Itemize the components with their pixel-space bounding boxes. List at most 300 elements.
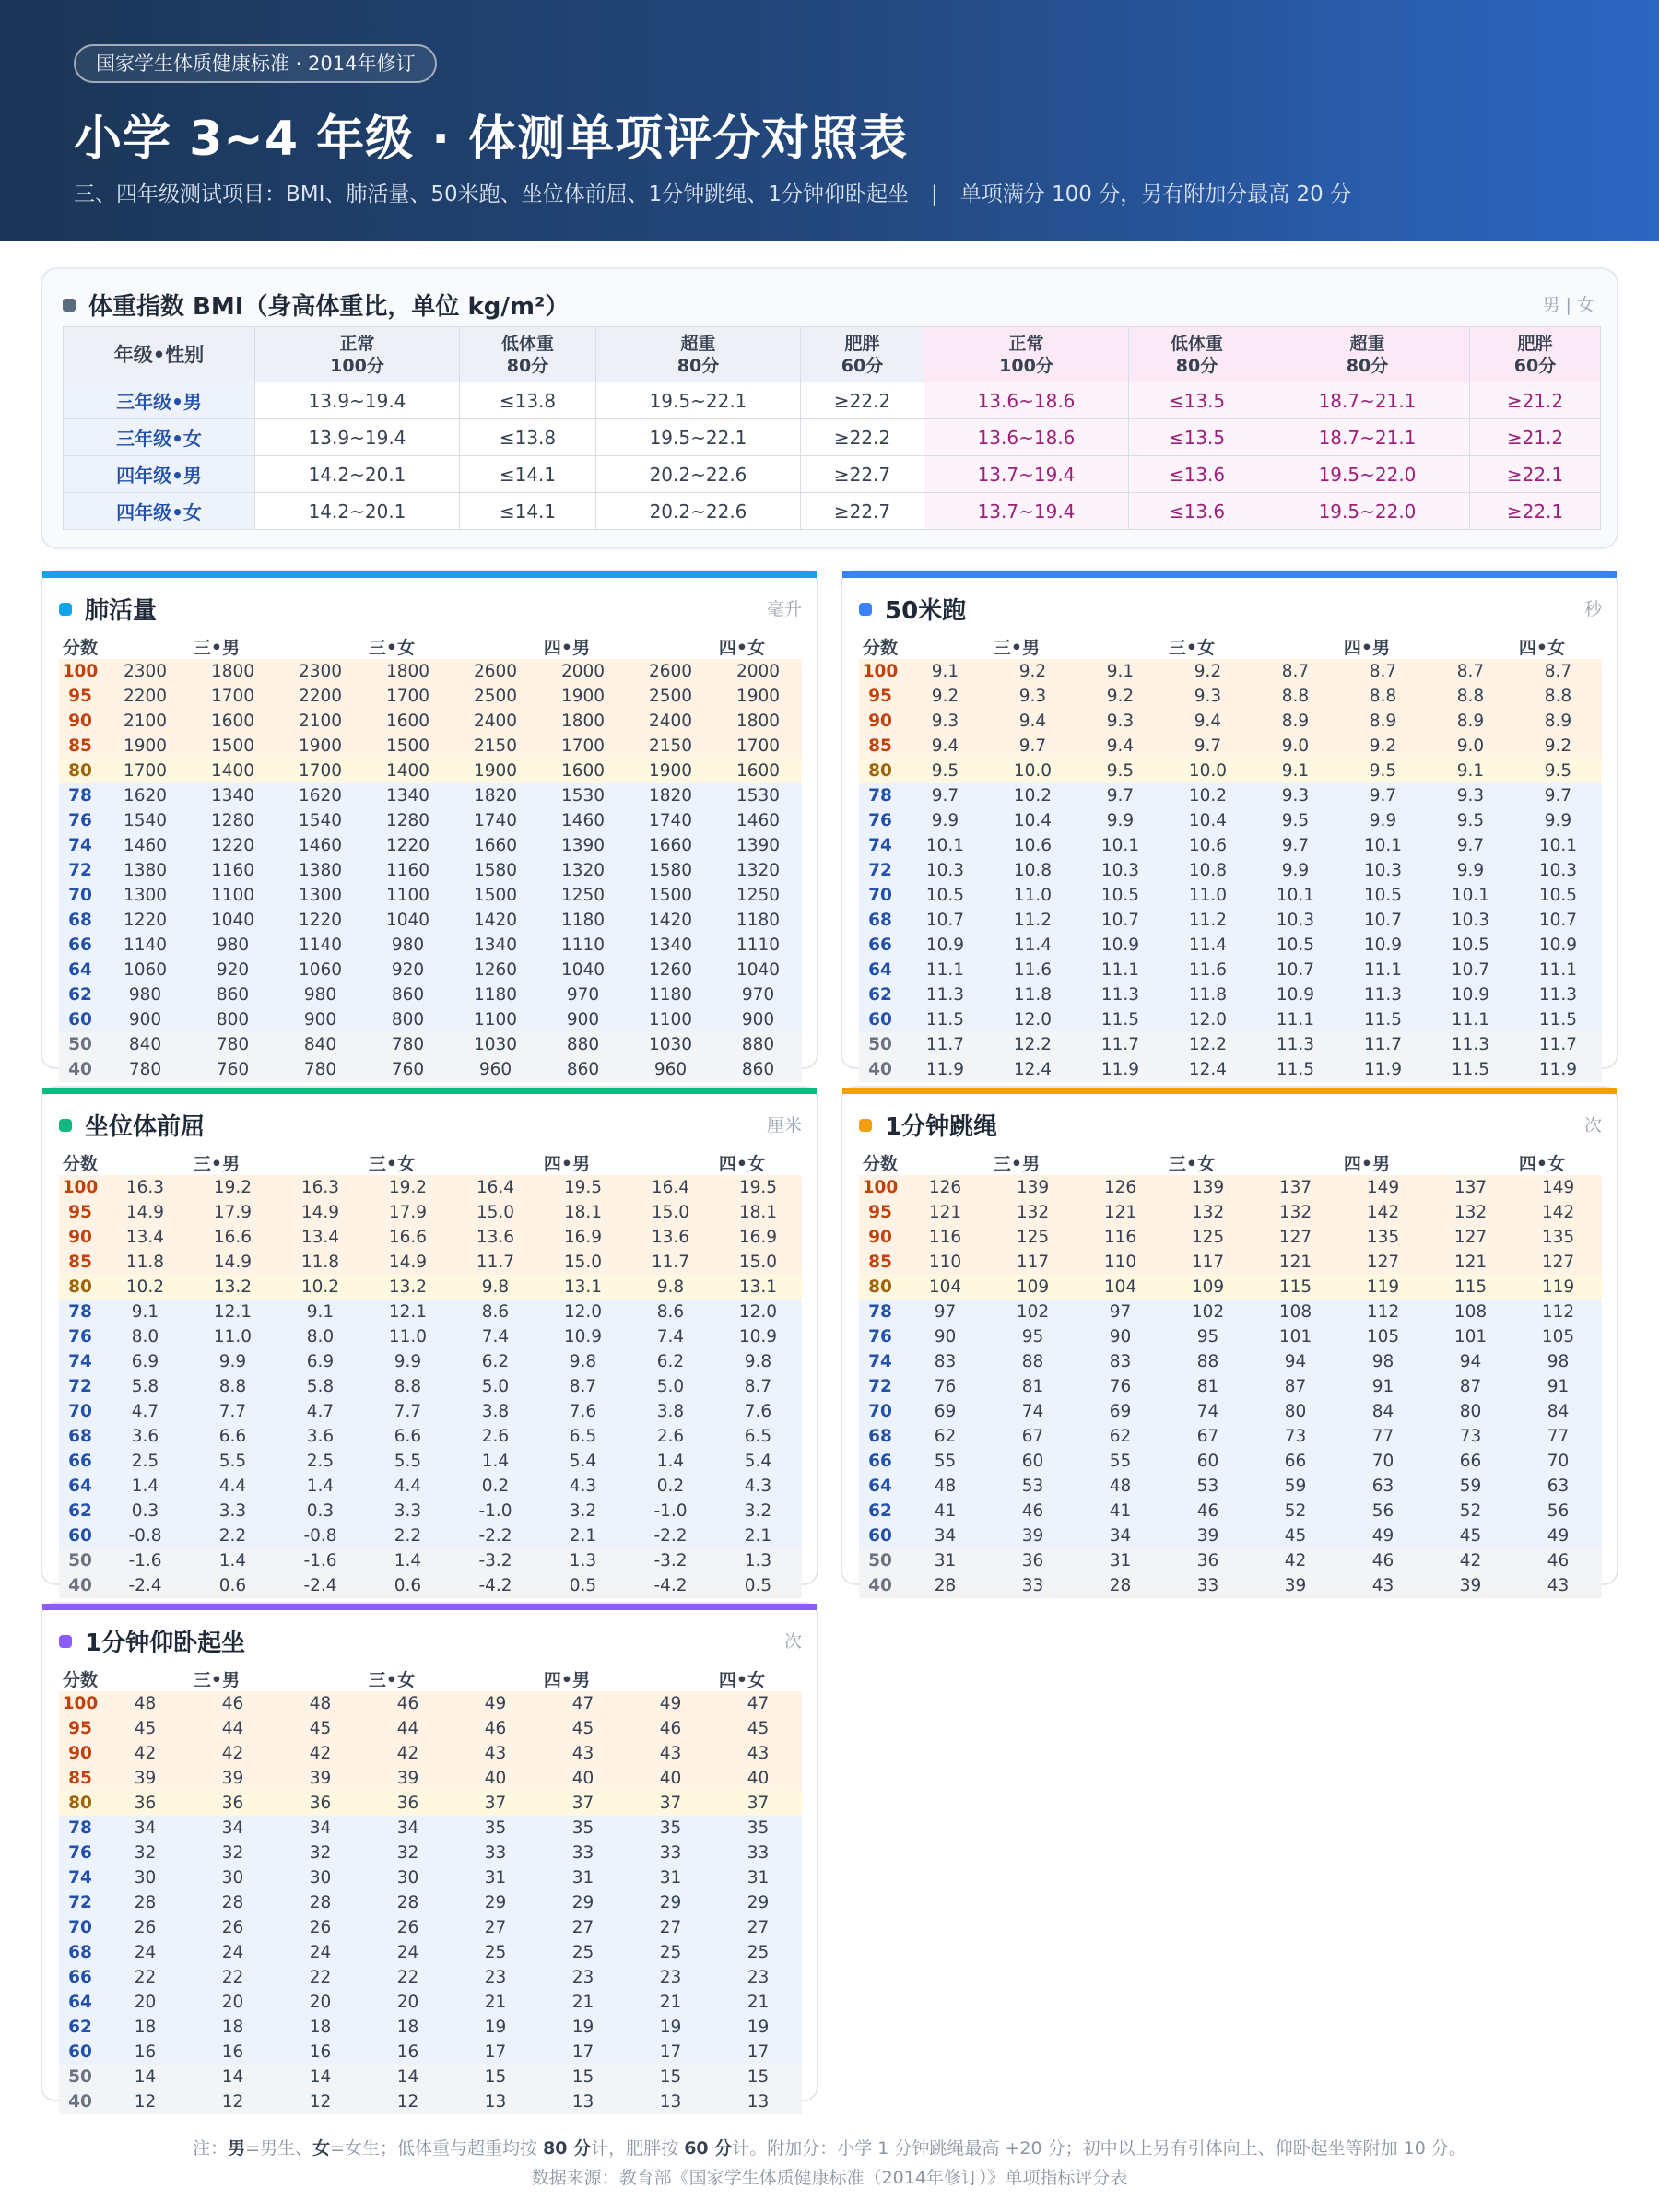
value-cell: 70 — [1514, 1449, 1602, 1474]
value-cell: 14.9 — [101, 1200, 189, 1225]
score-cell: 90 — [859, 1225, 901, 1250]
score-cell: 72 — [59, 1374, 101, 1399]
value-cell: 11.2 — [989, 908, 1077, 933]
value-cell: 11.3 — [1252, 1032, 1339, 1057]
value-cell: 9.8 — [627, 1275, 714, 1300]
score-cell: 90 — [59, 709, 101, 734]
bmi-column-header — [1265, 327, 1470, 382]
value-cell: 73 — [1252, 1424, 1339, 1449]
value-cell: 13.2 — [189, 1275, 276, 1300]
value-cell: 88 — [1164, 1349, 1252, 1374]
value-cell: 3.6 — [276, 1424, 364, 1449]
female-desc: =女生；低体重与超重均按 — [330, 2138, 544, 2159]
square-bullet-icon — [59, 603, 72, 616]
value-cell: 34 — [276, 1816, 364, 1841]
value-cell: 1460 — [101, 833, 189, 858]
value-cell: -2.4 — [276, 1573, 364, 1598]
bmi-cell: 14.2~20.1 — [255, 456, 460, 493]
score-cell: 66 — [859, 1449, 901, 1474]
value-cell: 20 — [101, 1990, 189, 2015]
value-cell: 1100 — [189, 883, 276, 908]
value-cell: 0.6 — [364, 1573, 452, 1598]
value-cell: 8.9 — [1427, 709, 1514, 734]
score-table-header-row — [59, 634, 802, 659]
value-cell: 12 — [101, 2089, 189, 2114]
score-column-header: 分数 — [59, 1666, 101, 1691]
bmi-category-score: 60分 — [1513, 355, 1557, 376]
value-cell: 12.0 — [1164, 1007, 1252, 1032]
table-row — [59, 1324, 802, 1349]
value-cell: 9.7 — [901, 783, 989, 808]
value-cell: 4.3 — [714, 1474, 802, 1499]
value-cell: 29 — [452, 1890, 539, 1915]
value-cell: 10.1 — [901, 833, 989, 858]
value-cell: 126 — [901, 1175, 989, 1200]
score-cell: 66 — [59, 933, 101, 958]
score-cell: 85 — [859, 1250, 901, 1275]
bmi-corner-header: 年级•性别 — [64, 327, 255, 382]
value-cell: 2.1 — [714, 1524, 802, 1548]
value-cell: 121 — [1427, 1250, 1514, 1275]
score-cell: 95 — [859, 684, 901, 709]
table-row — [859, 1474, 1602, 1499]
value-cell: 12.4 — [1164, 1057, 1252, 1082]
bmi-title — [63, 288, 569, 322]
score-cell: 62 — [59, 2015, 101, 2040]
value-cell: 59 — [1252, 1474, 1339, 1499]
value-cell: 3.8 — [627, 1399, 714, 1424]
value-cell: 2500 — [452, 684, 539, 709]
table-row — [859, 1225, 1602, 1250]
value-cell: 980 — [364, 933, 452, 958]
value-cell: 1700 — [364, 684, 452, 709]
score-cell: 62 — [859, 982, 901, 1007]
value-cell: 9.8 — [714, 1349, 802, 1374]
table-row — [859, 1524, 1602, 1548]
value-cell: 920 — [364, 958, 452, 982]
value-cell: 87 — [1252, 1374, 1339, 1399]
value-cell: 5.4 — [539, 1449, 627, 1474]
value-cell: 127 — [1514, 1250, 1602, 1275]
score-cell: 40 — [59, 1057, 101, 1082]
value-cell: 119 — [1514, 1275, 1602, 1300]
page-header — [0, 0, 1659, 241]
value-cell: 4.7 — [101, 1399, 189, 1424]
value-cell: 1260 — [627, 958, 714, 982]
score-cell: 60 — [859, 1007, 901, 1032]
value-cell: 76 — [1077, 1374, 1164, 1399]
value-cell: 11.5 — [1077, 1007, 1164, 1032]
bmi-column-header — [924, 327, 1129, 382]
value-cell: 9.3 — [989, 684, 1077, 709]
group-header: 四•女 — [627, 1150, 802, 1175]
score-table — [859, 1150, 1602, 1598]
value-cell: 43 — [1339, 1573, 1427, 1598]
group-header: 三•男 — [101, 1666, 276, 1691]
value-cell: 1580 — [452, 858, 539, 883]
value-cell: 13.1 — [714, 1275, 802, 1300]
bmi-table — [63, 326, 1601, 530]
value-cell: 91 — [1514, 1374, 1602, 1399]
value-cell: 8.7 — [1427, 659, 1514, 684]
value-cell: 0.5 — [714, 1573, 802, 1598]
value-cell: 1180 — [714, 908, 802, 933]
value-cell: 125 — [989, 1225, 1077, 1250]
value-cell: 1700 — [714, 734, 802, 759]
value-cell: 3.6 — [101, 1424, 189, 1449]
score-cell: 70 — [59, 1399, 101, 1424]
value-cell: 9.8 — [452, 1275, 539, 1300]
value-cell: 16.4 — [627, 1175, 714, 1200]
table-row — [59, 1573, 802, 1598]
value-cell: 10.2 — [101, 1275, 189, 1300]
value-cell: 42 — [101, 1741, 189, 1766]
value-cell: 1900 — [452, 759, 539, 783]
value-cell: 14 — [276, 2065, 364, 2089]
value-cell: 10.9 — [1339, 933, 1427, 958]
bmi-cell: 19.5~22.1 — [596, 419, 801, 456]
group-header: 四•女 — [1427, 634, 1602, 659]
bmi-category-name: 低体重 — [1170, 333, 1223, 354]
value-cell: 9.2 — [901, 684, 989, 709]
value-cell: 11.7 — [1514, 1032, 1602, 1057]
value-cell: 77 — [1514, 1424, 1602, 1449]
score-cell: 85 — [59, 734, 101, 759]
value-cell: 1.4 — [364, 1548, 452, 1573]
value-cell: 45 — [1252, 1524, 1339, 1548]
bmi-cell: ≤13.8 — [460, 382, 596, 419]
score-cell: 64 — [59, 1990, 101, 2015]
value-cell: 16.3 — [101, 1175, 189, 1200]
bmi-column-header — [255, 327, 460, 382]
bmi-title-text: 体重指数 BMI（身高体重比，单位 kg/m²） — [88, 293, 570, 321]
value-cell: 4.3 — [539, 1474, 627, 1499]
value-cell: 1.4 — [189, 1548, 276, 1573]
score-table-wrap — [859, 1150, 1602, 1595]
score-cell: 40 — [859, 1057, 901, 1082]
value-cell: 90 — [901, 1324, 989, 1349]
value-cell: 35 — [714, 1816, 802, 1841]
value-cell: 21 — [539, 1990, 627, 2015]
value-cell: 10.5 — [901, 883, 989, 908]
value-cell: 84 — [1339, 1399, 1427, 1424]
value-cell: 17.9 — [364, 1200, 452, 1225]
value-cell: 5.0 — [627, 1374, 714, 1399]
value-cell: 1060 — [101, 958, 189, 982]
value-cell: 8.6 — [627, 1300, 714, 1324]
value-cell: 31 — [627, 1865, 714, 1890]
value-cell: 1500 — [364, 734, 452, 759]
value-cell: 980 — [189, 933, 276, 958]
value-cell: 900 — [539, 1007, 627, 1032]
value-cell: 76 — [901, 1374, 989, 1399]
value-cell: 9.9 — [1427, 858, 1514, 883]
value-cell: 1820 — [627, 783, 714, 808]
value-cell: 1300 — [101, 883, 189, 908]
value-cell: 1530 — [714, 783, 802, 808]
value-cell: 11.4 — [1164, 933, 1252, 958]
value-cell: 110 — [1077, 1250, 1164, 1275]
value-cell: 15.0 — [452, 1200, 539, 1225]
value-cell: 15.0 — [627, 1200, 714, 1225]
value-cell: 18 — [189, 2015, 276, 2040]
bmi-cell: 20.2~22.6 — [596, 493, 801, 530]
card-title-text: 1分钟跳绳 — [885, 1113, 998, 1141]
value-cell: 67 — [1164, 1424, 1252, 1449]
value-cell: 11.6 — [989, 958, 1077, 982]
value-cell: 29 — [539, 1890, 627, 1915]
value-cell: 34 — [1077, 1524, 1164, 1548]
value-cell: 11.7 — [1339, 1032, 1427, 1057]
value-cell: 45 — [276, 1716, 364, 1741]
value-cell: 13 — [452, 2089, 539, 2114]
value-cell: 10.1 — [1252, 883, 1339, 908]
value-cell: 28 — [101, 1890, 189, 1915]
score-column-header: 分数 — [59, 634, 101, 659]
value-cell: 860 — [539, 1057, 627, 1082]
value-cell: 11.3 — [1339, 982, 1427, 1007]
value-cell: 1460 — [539, 808, 627, 833]
value-cell: 45 — [1427, 1524, 1514, 1548]
value-cell: 9.4 — [989, 709, 1077, 734]
value-cell: 1580 — [627, 858, 714, 883]
score-cell: 60 — [59, 1007, 101, 1032]
value-cell: 37 — [539, 1791, 627, 1816]
value-cell: 33 — [452, 1841, 539, 1865]
value-cell: 60 — [989, 1449, 1077, 1474]
value-cell: 18 — [276, 2015, 364, 2040]
value-cell: 126 — [1077, 1175, 1164, 1200]
value-cell: 1320 — [539, 858, 627, 883]
value-cell: 5.5 — [364, 1449, 452, 1474]
table-row — [859, 1573, 1602, 1598]
score-table-wrap — [59, 1150, 802, 1595]
value-cell: 39 — [989, 1524, 1077, 1548]
table-row — [59, 759, 802, 783]
value-cell: 9.1 — [1252, 759, 1339, 783]
value-cell: 11.8 — [989, 982, 1077, 1007]
value-cell: 8.9 — [1252, 709, 1339, 734]
table-row — [59, 659, 802, 684]
table-row — [859, 1250, 1602, 1275]
value-cell: 11.8 — [276, 1250, 364, 1275]
value-cell: 10.3 — [1339, 858, 1427, 883]
subtitle-separator: | — [930, 182, 938, 206]
value-cell: -4.2 — [452, 1573, 539, 1598]
score-cell: 100 — [859, 659, 901, 684]
value-cell: 35 — [539, 1816, 627, 1841]
table-row — [859, 759, 1602, 783]
value-cell: 10.1 — [1339, 833, 1427, 858]
value-cell: 7.7 — [364, 1399, 452, 1424]
value-cell: 40 — [714, 1766, 802, 1791]
value-cell: 10.0 — [989, 759, 1077, 783]
value-cell: 28 — [901, 1573, 989, 1598]
score-cell: 70 — [59, 883, 101, 908]
card-top-accent — [42, 571, 817, 578]
value-cell: 40 — [452, 1766, 539, 1791]
value-cell: 137 — [1427, 1175, 1514, 1200]
value-cell: 900 — [276, 1007, 364, 1032]
value-cell: 880 — [539, 1032, 627, 1057]
value-cell: 9.5 — [1252, 808, 1339, 833]
score-cell: 50 — [59, 2065, 101, 2089]
value-cell: 8.8 — [364, 1374, 452, 1399]
score-cell: 74 — [859, 1349, 901, 1374]
score-cell: 62 — [59, 1499, 101, 1524]
bmi-category-name: 低体重 — [500, 333, 554, 354]
value-cell: 11.8 — [101, 1250, 189, 1275]
value-cell: 1500 — [189, 734, 276, 759]
score-cell: 68 — [859, 1424, 901, 1449]
bmi-cell: ≤14.1 — [460, 456, 596, 493]
value-cell: 9.5 — [1514, 759, 1602, 783]
value-cell: 2.1 — [539, 1524, 627, 1548]
value-cell: 2600 — [627, 659, 714, 684]
value-cell: 1800 — [189, 659, 276, 684]
card-title-text: 肺活量 — [85, 597, 158, 625]
value-cell: 39 — [1252, 1573, 1339, 1598]
table-row — [859, 958, 1602, 982]
value-cell: 20 — [364, 1990, 452, 2015]
table-row — [859, 709, 1602, 734]
value-cell: 36 — [189, 1791, 276, 1816]
bmi-column-header — [596, 327, 801, 382]
value-cell: 13.1 — [539, 1275, 627, 1300]
value-cell: 42 — [364, 1741, 452, 1766]
value-cell: 49 — [1339, 1524, 1427, 1548]
value-cell: 31 — [452, 1865, 539, 1890]
bmi-category-name: 正常 — [1008, 333, 1044, 354]
value-cell: 9.1 — [276, 1300, 364, 1324]
score-cell: 76 — [59, 1324, 101, 1349]
value-cell: 16 — [101, 2040, 189, 2065]
value-cell: 125 — [1164, 1225, 1252, 1250]
value-cell: 11.3 — [1427, 1032, 1514, 1057]
value-cell: 119 — [1339, 1275, 1427, 1300]
bmi-row — [64, 456, 1601, 493]
value-cell: 17.9 — [189, 1200, 276, 1225]
value-cell: 14 — [364, 2065, 452, 2089]
value-cell: 46 — [1164, 1499, 1252, 1524]
bmi-category-score: 100分 — [330, 355, 384, 376]
value-cell: 18 — [364, 2015, 452, 2040]
value-cell: 800 — [364, 1007, 452, 1032]
value-cell: 16.6 — [364, 1225, 452, 1250]
value-cell: 116 — [1077, 1225, 1164, 1250]
value-cell: 36 — [276, 1791, 364, 1816]
value-cell: 115 — [1252, 1275, 1339, 1300]
value-cell: 10.3 — [1427, 908, 1514, 933]
value-cell: 1700 — [101, 759, 189, 783]
value-cell: 1900 — [627, 759, 714, 783]
value-cell: 33 — [989, 1573, 1077, 1598]
value-cell: 48 — [901, 1474, 989, 1499]
table-row — [859, 808, 1602, 833]
group-header: 四•男 — [1252, 1150, 1427, 1175]
value-cell: 10.7 — [1252, 958, 1339, 982]
score-cell: 74 — [859, 833, 901, 858]
value-cell: 94 — [1427, 1349, 1514, 1374]
value-cell: 53 — [1164, 1474, 1252, 1499]
page-subtitle — [74, 177, 1351, 207]
value-cell: 13.6 — [452, 1225, 539, 1250]
card-unit: 秒 — [1583, 599, 1602, 619]
value-cell: 11.3 — [1077, 982, 1164, 1007]
value-cell: 780 — [364, 1032, 452, 1057]
value-cell: 1620 — [276, 783, 364, 808]
bmi-cell: ≥22.2 — [801, 382, 924, 419]
value-cell: 47 — [714, 1691, 802, 1716]
value-cell: 20 — [189, 1990, 276, 2015]
value-cell: 37 — [452, 1791, 539, 1816]
score-column-header: 分数 — [859, 1150, 901, 1175]
value-cell: 1500 — [627, 883, 714, 908]
value-cell: 9.7 — [1514, 783, 1602, 808]
value-cell: 52 — [1427, 1499, 1514, 1524]
value-cell: 40 — [627, 1766, 714, 1791]
value-cell: 15 — [539, 2065, 627, 2089]
score-cell: 90 — [59, 1225, 101, 1250]
value-cell: 19.5 — [539, 1175, 627, 1200]
value-cell: 24 — [189, 1940, 276, 1965]
value-cell: 1140 — [276, 933, 364, 958]
value-cell: 10.9 — [1514, 933, 1602, 958]
value-cell: 46 — [1514, 1548, 1602, 1573]
value-cell: 31 — [714, 1865, 802, 1890]
table-row — [59, 1200, 802, 1225]
value-cell: 5.4 — [714, 1449, 802, 1474]
score-table-wrap — [859, 634, 1602, 1079]
card-title — [859, 592, 966, 626]
value-cell: 10.7 — [901, 908, 989, 933]
bmi-category-score: 100分 — [999, 355, 1053, 376]
value-cell: 9.9 — [1077, 808, 1164, 833]
value-cell: 1340 — [364, 783, 452, 808]
value-cell: 11.8 — [1164, 982, 1252, 1007]
value-cell: 10.9 — [1252, 982, 1339, 1007]
value-cell: 1600 — [189, 709, 276, 734]
value-cell: 62 — [901, 1424, 989, 1449]
value-cell: 780 — [101, 1057, 189, 1082]
table-row — [859, 1057, 1602, 1082]
value-cell: 36 — [1164, 1548, 1252, 1573]
table-row — [59, 1940, 802, 1965]
table-row — [859, 684, 1602, 709]
value-cell: 1280 — [189, 808, 276, 833]
value-cell: 16 — [276, 2040, 364, 2065]
value-cell: 8.0 — [276, 1324, 364, 1349]
value-cell: 15 — [714, 2065, 802, 2089]
table-row — [59, 1915, 802, 1940]
value-cell: 29 — [627, 1890, 714, 1915]
bmi-category-name: 超重 — [1349, 333, 1385, 354]
score-table-wrap — [59, 634, 802, 1079]
bmi-grade-label: 四年级•男 — [64, 456, 255, 493]
table-row — [59, 1374, 802, 1399]
value-cell: 121 — [901, 1200, 989, 1225]
value-cell: 43 — [539, 1741, 627, 1766]
score-table-header-row — [859, 1150, 1602, 1175]
value-cell: 10.7 — [1077, 908, 1164, 933]
value-cell: 11.7 — [627, 1250, 714, 1275]
value-cell: 1110 — [714, 933, 802, 958]
value-cell: 16.9 — [539, 1225, 627, 1250]
value-cell: 49 — [1514, 1524, 1602, 1548]
value-cell: 16 — [189, 2040, 276, 2065]
value-cell: 1250 — [714, 883, 802, 908]
value-cell: 46 — [989, 1499, 1077, 1524]
